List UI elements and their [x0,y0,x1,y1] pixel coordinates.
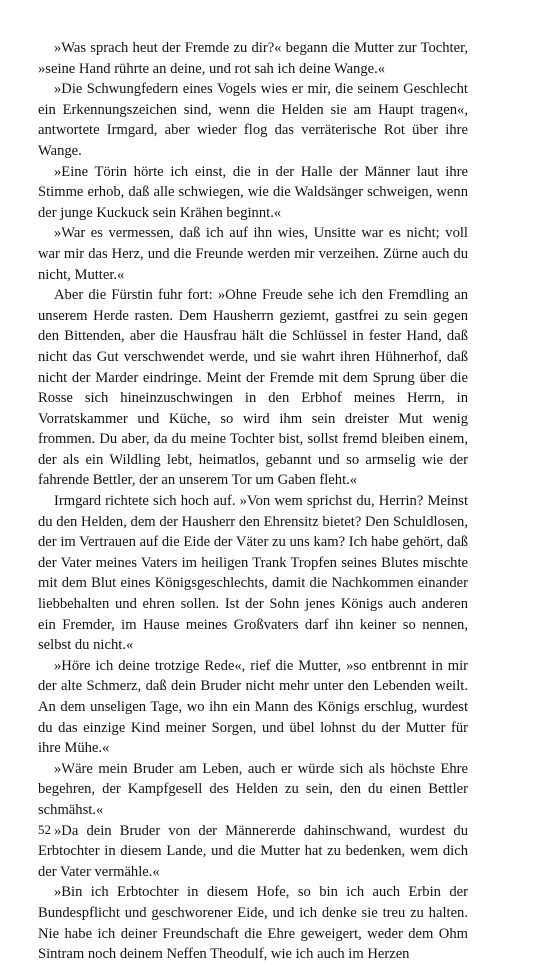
paragraph-4: »War es vermessen, daß ich auf ihn wies, Unsitte war es nicht; voll war mir das Herz, und die Freunde werden mir verzeihen. Zürne auch du nicht, Mutter.« [38,225,468,283]
paragraph-1: »Was sprach heut der Fremde zu dir?« begann die Mutter zur Tochter, »seine Hand rührte an deine, und rot sah ich deine Wange.« [38,40,468,77]
paragraph-3: »Eine Törin hörte ich einst, die in der Halle der Männer laut ihre Stimme erhob, daß alle schwiegen, wie die Waldsänger schweigen, wenn der junge Kuckuck sein Krähen beginnt.« [38,163,468,221]
paragraph-8: »Wäre mein Bruder am Leben, auch er würde sich als höchste Ehre begehren, der Kampfgesell des Helden zu sein, den du einen Bettler schmähst.« [38,760,468,818]
paragraph-7: »Höre ich deine trotzige Rede«, rief die Mutter, »so entbrennt in mir der alte Schmerz, daß dein Bruder nicht mehr unter den Lebenden weilt. An dem unseligen Tage, wo ihn ein Mann des Königs erschlug, wurdest du das einzige Kind meiner Sorgen, und übel lohnst du der Mutter für ihre Mühe.« [38,657,468,757]
paragraph-2: »Die Schwungfedern eines Vogels wies er mir, die seinem Geschlecht ein Erkennungszeichen sind, wenn die Helden sie am Haupt tragen«, antwortete Irmgard, aber wieder flog das verräterische Rot über ihre Wange. [38,81,468,159]
paragraph-10: »Bin ich Erbtochter in diesem Hofe, so bin ich auch Erbin der Bundespflicht und geschworener Eide, und ich denke sie treu zu halten. Nie habe ich deiner Freundschaft die Ehre geweigert, weder dem Ohm Sintram noch deinem Neffen Theodulf, wie ich auch im Herzen [38,884,468,963]
paragraph-5: Aber die Fürstin fuhr fort: »Ohne Freude sehe ich den Fremdling an unserem Herde rasten. Dem Hausherrn geziemt, gastfrei zu sein gegen den Bittenden, aber die Hausfrau hält die Schlüssel in fester Hand, daß nicht das Gut verschwendet werde, und sie wahrt ihren Hühnerhof, daß nicht der Marder eindringe. Meint der Fremde mit dem Sprung über die Rosse sich hineinzuschwingen in den Erbhof meines Herrn, in Vorratskammer und Küche, so wird ihm sein dreister Mut wenig frommen. Du aber, da du meine Tochter bist, sollst fremd bleiben einem, der als ein Wildling lebt, heimatlos, gebannt und so armselig wie der fahrende Bettler, der an unserem Tor um Gaben fleht.« [38,287,468,489]
book-page-text [38,38,468,965]
paragraph-9: »Da dein Bruder von der Männererde dahinschwand, wurdest du Erbtochter in diesem Lande, und die Mutter hat zu bedenken, wem dich der Vater vermähle.« [38,822,468,880]
page-number: 52 [38,822,51,837]
paragraph-6: Irmgard richtete sich hoch auf. »Von wem sprichst du, Herrin? Meinst du den Helden, dem der Hausherr den Ehrensitz bietet? Den Schuldlosen, der im Vertrauen auf die Eide der Väter zu uns kam? Ich habe gehört, daß der Vater meines Vaters im heiligen Trank Tropfen seines Blutes mischte mit dem Blut eines Königsgeschlechts, damit die Nachkommen einander liebbehalten und ehren sollen. Ist der Sohn jenes Königs auch anderen ein Fremder, im Hause meines Großvaters darf ihn keiner so nennen, selbst du nicht.« [38,493,468,654]
